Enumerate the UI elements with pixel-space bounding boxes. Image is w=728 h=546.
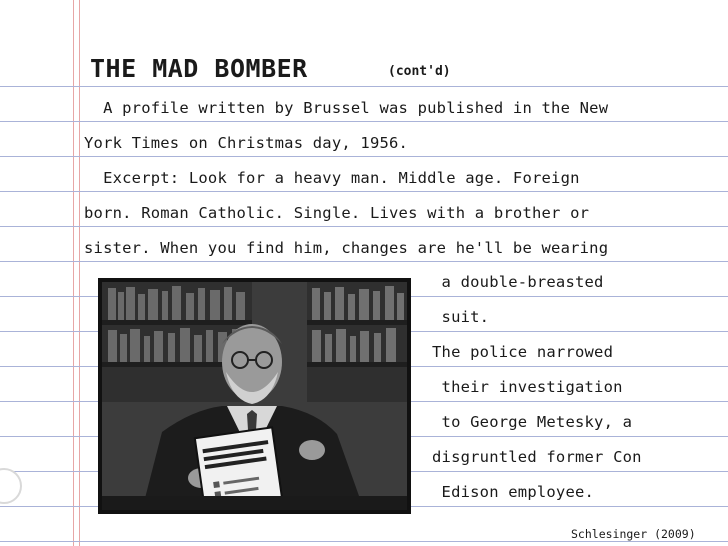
margin-line	[73, 0, 74, 546]
portrait-photo	[98, 278, 411, 514]
side-line: to George Metesky, a	[432, 413, 633, 431]
side-line: a double-breasted	[432, 273, 604, 291]
citation: Schlesinger (2009)	[571, 527, 696, 541]
binder-hole	[0, 468, 22, 504]
ruled-line	[0, 226, 728, 227]
ruled-line	[0, 261, 728, 262]
ruled-line	[0, 86, 728, 87]
side-line: Edison employee.	[432, 483, 595, 501]
slide-title: THE MAD BOMBER	[90, 54, 308, 83]
side-line: their investigation	[432, 378, 623, 396]
ruled-line	[0, 191, 728, 192]
body-line: sister. When you find him, changes are he'll be wearing	[84, 239, 609, 257]
ruled-line	[0, 121, 728, 122]
side-line: The police narrowed	[432, 343, 614, 361]
margin-line	[79, 0, 80, 546]
body-line: York Times on Christmas day, 1956.	[84, 134, 409, 152]
portrait-illustration	[102, 282, 407, 510]
slide-subtitle: (cont'd)	[388, 64, 451, 79]
body-line: born. Roman Catholic. Single. Lives with a brother or	[84, 204, 590, 222]
body-line: Excerpt: Look for a heavy man. Middle age. Foreign	[84, 169, 580, 187]
side-line: disgruntled former Con	[432, 448, 642, 466]
ruled-line	[0, 156, 728, 157]
ruled-line	[0, 541, 728, 542]
side-line: suit.	[432, 308, 490, 326]
body-line: A profile written by Brussel was published in the New	[84, 99, 609, 117]
